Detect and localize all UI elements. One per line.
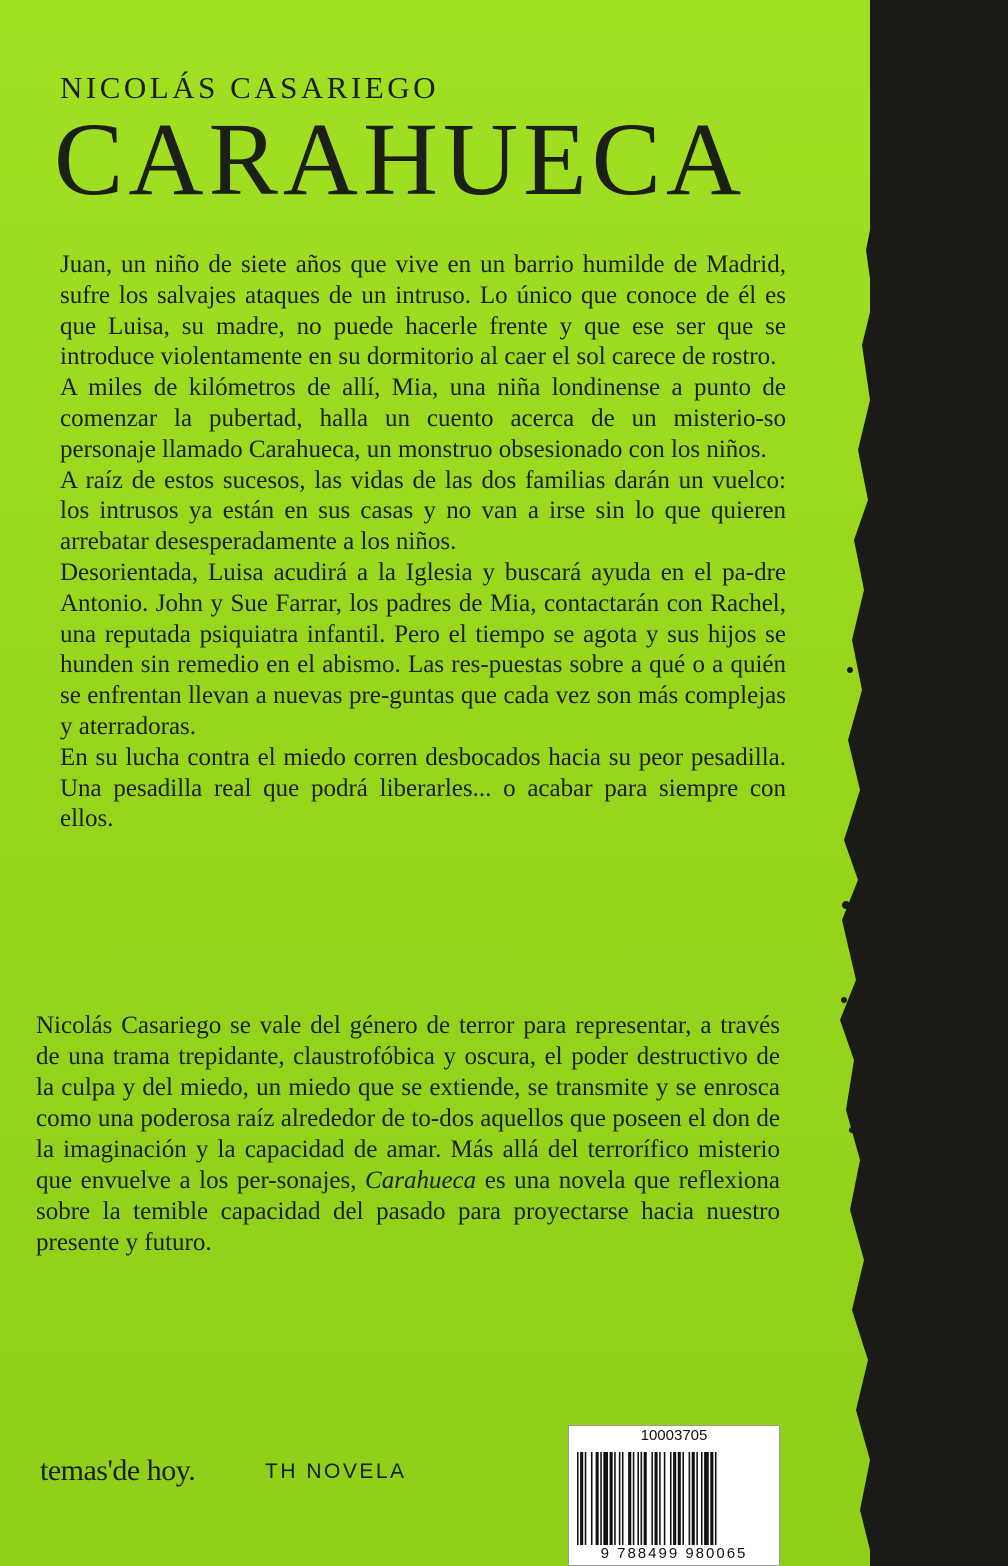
barcode-bar [622,1452,624,1548]
barcode-bar [610,1452,613,1548]
barcode-bar [628,1452,631,1548]
barcode-bar [682,1452,684,1548]
barcode-bar [580,1452,583,1560]
barcode-bar [633,1452,635,1548]
brush-stroke-edge [840,0,910,1566]
barcode-bar [704,1452,709,1548]
synopsis-paragraph: A raíz de estos sucesos, las vidas de las dos familias darán un vuelco: los intrusos ya están en sus casas y no van a irse sin lo que quieren arrebatar desesperadamente a los niños. [60,466,786,556]
collection-name: TH NOVELA [265,1460,407,1483]
barcode-bar [701,1452,703,1548]
barcode-bar [600,1452,602,1548]
barcode-bar [696,1452,698,1548]
barcode-bar [614,1452,616,1548]
barcode-bar [641,1452,643,1548]
review-text-end: es una novela que reflexiona sobre la temible capacidad del pasado para proyectarse hacia nuestro presente y futuro. [36,1167,780,1256]
barcode-bar [673,1452,676,1548]
barcode-bar [637,1452,639,1548]
barcode-bars [575,1452,775,1560]
barcode-bar [596,1452,599,1548]
review-book-title: Carahueca [365,1167,477,1194]
publisher-logo: temas'de hoy. [40,1454,196,1487]
barcode-bar [689,1452,691,1548]
barcode-bar [585,1452,587,1548]
barcode-bar [603,1452,608,1548]
barcode-bar [715,1452,717,1560]
barcode-bar [591,1452,593,1548]
barcode-bar [664,1452,666,1548]
barcode-bar [678,1452,681,1548]
synopsis-paragraph: En su lucha contra el miedo corren desbocados hacia su peor pesadilla. Una pesadilla real que podrá liberarles... o acabar para siempre con ellos. [60,743,786,833]
isbn-number: 9 788499 980065 [569,1545,779,1562]
synopsis-paragraph: A miles de kilómetros de allí, Mia, una niña londinense a punto de comenzar la pubertad, halla un cuento acerca de un misterio-so personaje llamado Carahueca, un monstruo obsesionado con los niños. [60,374,786,463]
barcode-bar [644,1452,647,1560]
barcode-bar [619,1452,621,1548]
synopsis-paragraph: Juan, un niño de siete años que vive en un barrio humilde de Madrid, sufre los salvajes ataques de un intruso. Lo único que conoce de él es que Luisa, su madre, no puede hacerle frente y que ese ser que se introduce violentamente en su dormitorio al caer el sol carece de rostro. [60,251,786,371]
barcode [568,1425,780,1566]
review-text-start: Nicolás Casariego se vale del género de terror para representar, a través de una trama trepidante, claustrofóbica y oscura, el poder destructivo de la culpa y del miedo, un miedo que se extiende, se transmite y se enrosca como una poderosa raíz alrededor de to-dos aquellos que poseen el don de la imaginación y la capacidad de amar. Más allá del terrorífico misterio que envuelve a los per-sonajes, [36,1012,780,1194]
barcode-bar [710,1452,713,1560]
synopsis [60,250,786,835]
barcode-bar [577,1452,579,1560]
barcode-bar [670,1452,672,1548]
book-title: CARAHUECA [54,102,747,217]
barcode-bar [659,1452,661,1548]
barcode-bar [655,1452,658,1548]
synopsis-paragraph: Desorientada, Luisa acudirá a la Iglesia y buscará ayuda en el pa-dre Antonio. John y Sue Farrar, los padres de Mia, contactarán con Rachel, una reputada psiquiatra infantil. Pero el tiempo se agota y sus hijos se hunden sin remedio en el abismo. Las res-puestas sobre a qué o a quién se enfrentan llevan a nuevas pre-guntas que cada vez son más complejas y aterradoras. [60,558,786,740]
barcode-bar [651,1452,653,1560]
author-name: NICOLÁS CASARIEGO [60,70,439,105]
author-review [36,1010,780,1258]
barcode-reference: 10003705 [640,1427,708,1444]
barcode-bar [692,1452,695,1548]
